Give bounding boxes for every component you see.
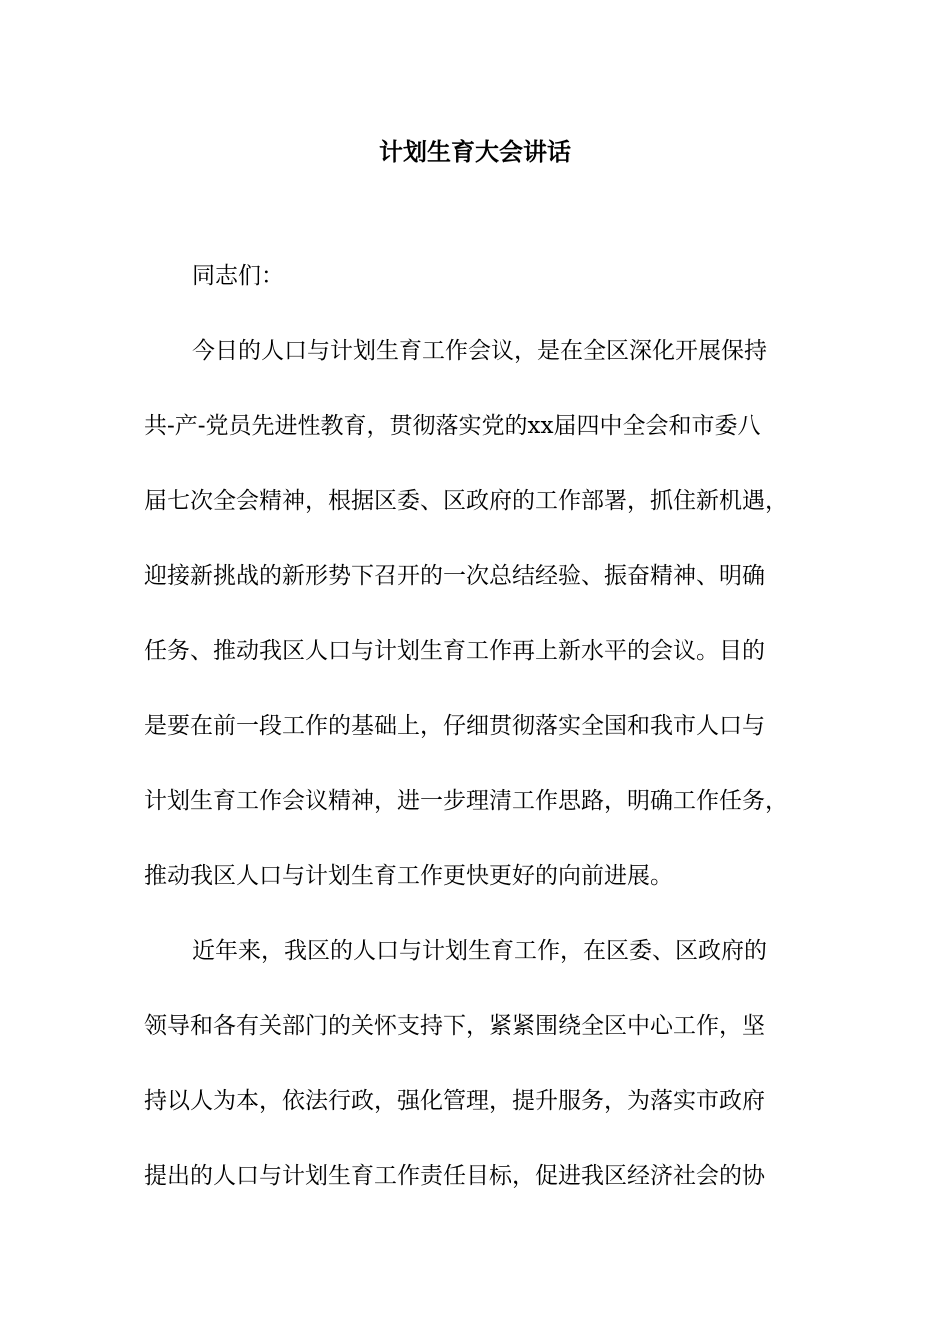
paragraph-1-line-1: 今日的人口与计划生育工作会议，是在全区深化开展保持 bbox=[192, 338, 767, 364]
document-title: 计划生育大会讲话 bbox=[379, 137, 571, 166]
paragraph-1-line-2: 共-产-党员先进性教育，贯彻落实党的xx届四中全会和市委八 bbox=[144, 413, 761, 439]
paragraph-1-line-4: 迎接新挑战的新形势下召开的一次总结经验、振奋精神、明确 bbox=[144, 563, 765, 589]
paragraph-1-line-7: 计划生育工作会议精神，进一步理清工作思路，明确工作任务， bbox=[144, 788, 788, 814]
document-body bbox=[144, 253, 824, 1228]
paragraph-2-line-4: 提出的人口与计划生育工作责任目标，促进我区经济社会的协 bbox=[144, 1163, 765, 1189]
paragraph-1-line-5: 任务、推动我区人口与计划生育工作再上新水平的会议。目的 bbox=[144, 638, 765, 664]
salutation-line: 同志们： bbox=[192, 263, 284, 289]
paragraph-1-line-6: 是要在前一段工作的基础上，仔细贯彻落实全国和我市人口与 bbox=[144, 713, 765, 739]
paragraph-1-line-8: 推动我区人口与计划生育工作更快更好的向前进展。 bbox=[144, 863, 673, 889]
paragraph-2-line-3: 持以人为本，依法行政，强化管理，提升服务，为落实市政府 bbox=[144, 1088, 765, 1114]
paragraph-1-line-3: 届七次全会精神，根据区委、区政府的工作部署，抓住新机遇， bbox=[144, 488, 788, 514]
paragraph-2-line-1: 近年来，我区的人口与计划生育工作，在区委、区政府的 bbox=[192, 938, 767, 964]
paragraph-2-line-2: 领导和各有关部门的关怀支持下，紧紧围绕全区中心工作，坚 bbox=[144, 1013, 765, 1039]
